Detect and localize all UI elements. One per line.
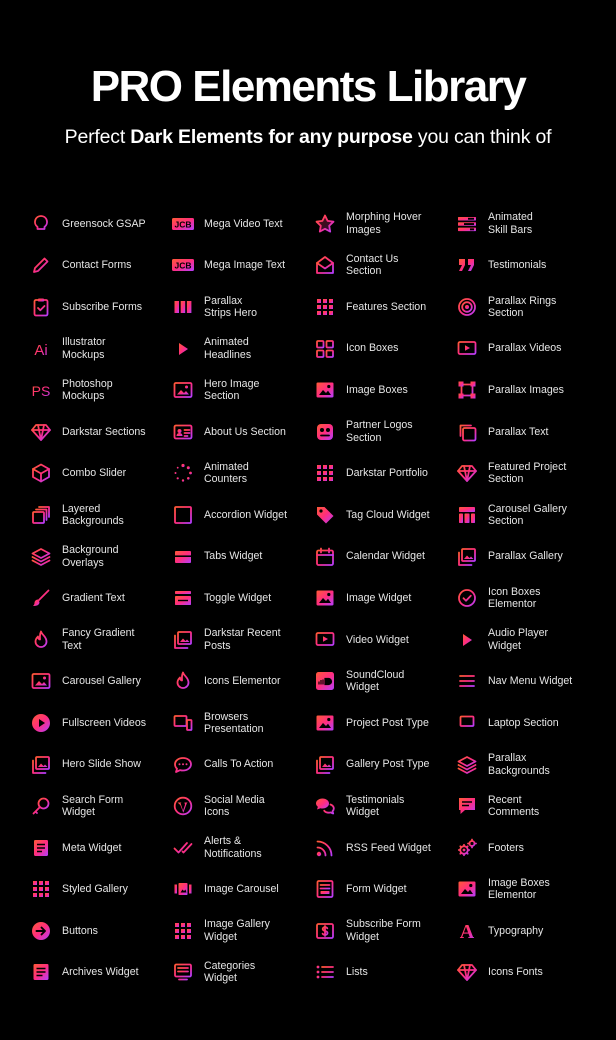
element-label: Lists [346,966,368,979]
spinner-icon [172,462,194,484]
element-label: Recent Comments [488,793,540,819]
element-label: Alerts & Notifications [204,835,262,860]
element-accordion-widget [171,494,313,536]
strips-icon [172,296,194,318]
pencil-icon [30,254,52,276]
flame-icon [172,670,194,692]
element-carousel-gallery [29,661,171,703]
diamond-icon [30,421,52,443]
element-label: Animated Headlines [204,336,252,361]
element-image-gallery-widget [171,910,313,952]
jcb-badge-icon [172,254,194,276]
element-label: Fullscreen Videos [62,716,147,729]
video-play-icon [314,629,336,651]
element-label: Calls To Action [204,758,274,771]
illustrator-icon [30,338,52,360]
devices-icon [172,712,194,734]
element-combo-slider [29,453,171,495]
element-mega-video-text [171,203,313,245]
elements-grid [29,203,599,993]
comment-box-icon [456,795,478,817]
element-featured-project-section [455,453,599,495]
element-label: Illustrator Mockups [62,336,106,361]
element-features-section [313,286,455,328]
element-label: Footers [488,841,524,854]
element-label: Social Media Icons [204,793,265,819]
svg-text:PS: PS [31,383,51,400]
layers-icon [30,546,52,568]
document-icon [30,837,52,859]
element-testimonials [455,245,599,287]
element-label: Parallax Text [488,425,549,438]
element-image-boxes [313,369,455,411]
tags-icon [314,504,336,526]
element-background-overlays [29,536,171,578]
element-label: Image Boxes [346,383,408,396]
window-icon [172,504,194,526]
element-label: Subscribe Form Widget [346,918,421,943]
check-circle-icon [456,587,478,609]
element-icon-boxes [313,328,455,370]
subtitle-emphasis: Dark Elements for any purpose [130,126,413,148]
element-photoshop-mockups [29,369,171,411]
svg-text:JCB: JCB [174,219,192,230]
image-frame-icon [30,670,52,692]
element-mega-image-text [171,245,313,287]
quote-icon [456,254,478,276]
element-label: Fancy Gradient Text [62,627,135,652]
element-label: Morphing Hover Images [346,211,422,236]
element-animated-headlines [171,328,313,370]
element-label: Toggle Widget [204,591,272,604]
element-soundcloud-widget [313,661,455,703]
element-label: Contact Us Section [346,252,399,278]
laptop-icon [456,712,478,734]
svg-text:A: A [459,920,475,943]
svg-text:Ai: Ai [34,341,48,359]
element-gradient-text [29,577,171,619]
element-label: Archives Widget [62,966,139,979]
element-label: RSS Feed Widget [346,841,431,854]
element-styled-gallery [29,869,171,911]
element-contact-us-section [313,245,455,287]
element-lists [313,952,455,994]
element-label: Image Gallery Widget [204,918,270,943]
element-label: Partner Logos Section [346,419,413,444]
jcb-badge-icon [172,213,194,235]
element-label: Image Boxes Elementor [488,876,550,902]
element-label: Audio Player Widget [488,627,549,652]
element-label: Photoshop Mockups [62,377,113,403]
logo-badge-icon [314,421,336,443]
element-label: Search Form Widget [62,793,124,819]
grid-dots-icon [314,296,336,318]
carousel-strip-icon [172,878,194,900]
element-label: Testimonials Widget [346,793,405,819]
element-label: Greensock GSAP [62,217,146,230]
star-icon [314,213,336,235]
tabs-icon [172,546,194,568]
element-label: Parallax Strips Hero [204,294,257,319]
flame-icon [30,629,52,651]
arrow-circle-icon [30,920,52,942]
page-subtitle [0,126,616,149]
vector-nodes-icon [456,379,478,401]
element-parallax-gallery [455,536,599,578]
image-frame-icon [172,379,194,401]
four-squares-icon [314,338,336,360]
element-icons-fonts [455,952,599,994]
element-icon-boxes-elementor [455,577,599,619]
element-label: Typography [488,924,544,937]
typography-icon [456,920,478,942]
element-label: Browsers Presentation [204,710,264,735]
element-gallery-post-type [313,744,455,786]
element-label: Buttons [62,924,98,937]
element-label: Parallax Gallery [488,550,563,563]
gallery-stack-icon [172,629,194,651]
element-label: Background Overlays [62,544,119,569]
element-label: Mega Video Text [204,217,283,230]
element-label: Gradient Text [62,591,125,604]
element-project-post-type [313,702,455,744]
cube-icon [30,462,52,484]
element-label: Animated Skill Bars [488,211,533,236]
element-icons-elementor [171,661,313,703]
element-label: Image Widget [346,591,412,604]
element-image-boxes-elementor [455,869,599,911]
subtitle-suffix: you can think of [412,126,552,148]
element-footers [455,827,599,869]
element-label: Carousel Gallery Section [488,502,567,527]
element-illustrator-mockups [29,328,171,370]
element-label: About Us Section [204,425,286,438]
element-label: Image Carousel [204,883,279,896]
menu-lines-icon [456,670,478,692]
image-icon [314,379,336,401]
element-label: SoundCloud Widget [346,668,405,694]
diamond-icon [456,462,478,484]
element-recent-comments [455,785,599,827]
element-parallax-text [455,411,599,453]
element-label: Darkstar Sections [62,425,146,438]
copy-icon [456,421,478,443]
element-alerts-and-notifications [171,827,313,869]
wordpress-icon [172,795,194,817]
element-tabs-widget [171,536,313,578]
layers-icon [456,754,478,776]
diamond-icon [456,961,478,983]
element-darkstar-sections [29,411,171,453]
element-typography [455,910,599,952]
element-label: Parallax Backgrounds [488,752,550,777]
element-label: Categories Widget [204,960,256,985]
element-hero-slide-show [29,744,171,786]
play-circle-icon [30,712,52,734]
element-label: Video Widget [346,633,409,646]
element-nav-menu-widget [455,661,599,703]
element-buttons [29,910,171,952]
element-darkstar-portfolio [313,453,455,495]
element-partner-logos-section [313,411,455,453]
dollar-box-icon [314,920,336,942]
element-label: Subscribe Forms [62,300,143,313]
element-label: Features Section [346,300,427,313]
element-greensock-gsap [29,203,171,245]
element-label: Meta Widget [62,841,122,854]
element-archives-widget [29,952,171,994]
element-animated-skill-bars [455,203,599,245]
element-fullscreen-videos [29,702,171,744]
form-list-icon [314,878,336,900]
element-label: Featured Project Section [488,460,567,486]
element-label: Testimonials [488,259,547,272]
grid-dots-icon [314,462,336,484]
page-title: PRO Elements Library [90,62,526,111]
element-label: Icon Boxes Elementor [488,585,541,611]
element-label: Parallax Images [488,383,564,396]
gallery-stack-icon [314,754,336,776]
element-meta-widget [29,827,171,869]
lightbulb-icon [30,213,52,235]
subtitle-prefix: Perfect [64,126,131,148]
element-calls-to-action [171,744,313,786]
element-label: Mega Image Text [204,259,286,272]
archive-icon [30,961,52,983]
element-parallax-strips-hero [171,286,313,328]
element-search-form-widget [29,785,171,827]
element-rss-feed-widget [313,827,455,869]
element-subscribe-forms [29,286,171,328]
element-testimonials-widget [313,785,455,827]
element-contact-forms [29,245,171,287]
element-carousel-gallery-section [455,494,599,536]
element-audio-player-widget [455,619,599,661]
element-label: Contact Forms [62,259,132,272]
element-image-widget [313,577,455,619]
element-label: Laptop Section [488,716,559,729]
element-form-widget [313,869,455,911]
element-parallax-images [455,369,599,411]
element-parallax-videos [455,328,599,370]
element-label: Icon Boxes [346,342,399,355]
skill-bars-icon [456,213,478,235]
rings-icon [456,296,478,318]
grid-dots-icon [30,878,52,900]
element-label: Darkstar Recent Posts [204,627,281,652]
play-triangle-icon [456,629,478,651]
element-morphing-hover-images [313,203,455,245]
element-about-us-section [171,411,313,453]
gears-icon [456,837,478,859]
clipboard-check-icon [30,296,52,318]
element-label: Icons Elementor [204,675,281,688]
element-label: Parallax Videos [488,342,562,355]
element-toggle-widget [171,577,313,619]
brush-icon [30,587,52,609]
element-video-widget [313,619,455,661]
photoshop-icon [30,379,52,401]
element-label: Form Widget [346,883,407,896]
element-laptop-section [455,702,599,744]
element-fancy-gradient-text [29,619,171,661]
element-label: Hero Slide Show [62,758,141,771]
element-browsers-presentation [171,702,313,744]
id-card-icon [172,421,194,443]
image-icon [314,587,336,609]
video-play-icon [456,338,478,360]
rss-icon [314,837,336,859]
element-image-carousel [171,869,313,911]
element-label: Styled Gallery [62,883,128,896]
element-subscribe-form-widget [313,910,455,952]
list-icon [314,961,336,983]
search-key-icon [30,795,52,817]
element-parallax-backgrounds [455,744,599,786]
envelope-open-icon [314,254,336,276]
element-label: Gallery Post Type [346,758,430,771]
carousel-icon [456,504,478,526]
element-label: Animated Counters [204,460,249,486]
element-hero-image-section [171,369,313,411]
soundcloud-icon [314,670,336,692]
categories-icon [172,961,194,983]
element-label: Project Post Type [346,716,429,729]
element-categories-widget [171,952,313,994]
element-label: Tabs Widget [204,550,263,563]
element-layered-backgrounds [29,494,171,536]
element-label: Layered Backgrounds [62,502,124,527]
element-darkstar-recent-posts [171,619,313,661]
image-icon [314,712,336,734]
chat-dots-icon [172,754,194,776]
calendar-icon [314,546,336,568]
layered-squares-icon [30,504,52,526]
element-animated-counters [171,453,313,495]
element-label: Carousel Gallery [62,675,141,688]
element-label: Tag Cloud Widget [346,508,430,521]
svg-text:JCB: JCB [174,260,192,271]
toggle-panel-icon [172,587,194,609]
play-triangle-icon [172,338,194,360]
image-icon [456,878,478,900]
double-check-icon [172,837,194,859]
element-label: Icons Fonts [488,966,543,979]
element-calendar-widget [313,536,455,578]
element-label: Calendar Widget [346,550,425,563]
grid-dots-icon [172,920,194,942]
element-label: Parallax Rings Section [488,294,557,319]
gallery-stack-icon [456,546,478,568]
element-parallax-rings-section [455,286,599,328]
element-label: Combo Slider [62,467,127,480]
element-label: Hero Image Section [204,377,260,403]
gallery-stack-icon [30,754,52,776]
element-label: Nav Menu Widget [488,675,573,688]
element-label: Accordion Widget [204,508,288,521]
element-label: Darkstar Portfolio [346,467,428,480]
element-social-media-icons [171,785,313,827]
chat-bubbles-icon [314,795,336,817]
element-tag-cloud-widget [313,494,455,536]
